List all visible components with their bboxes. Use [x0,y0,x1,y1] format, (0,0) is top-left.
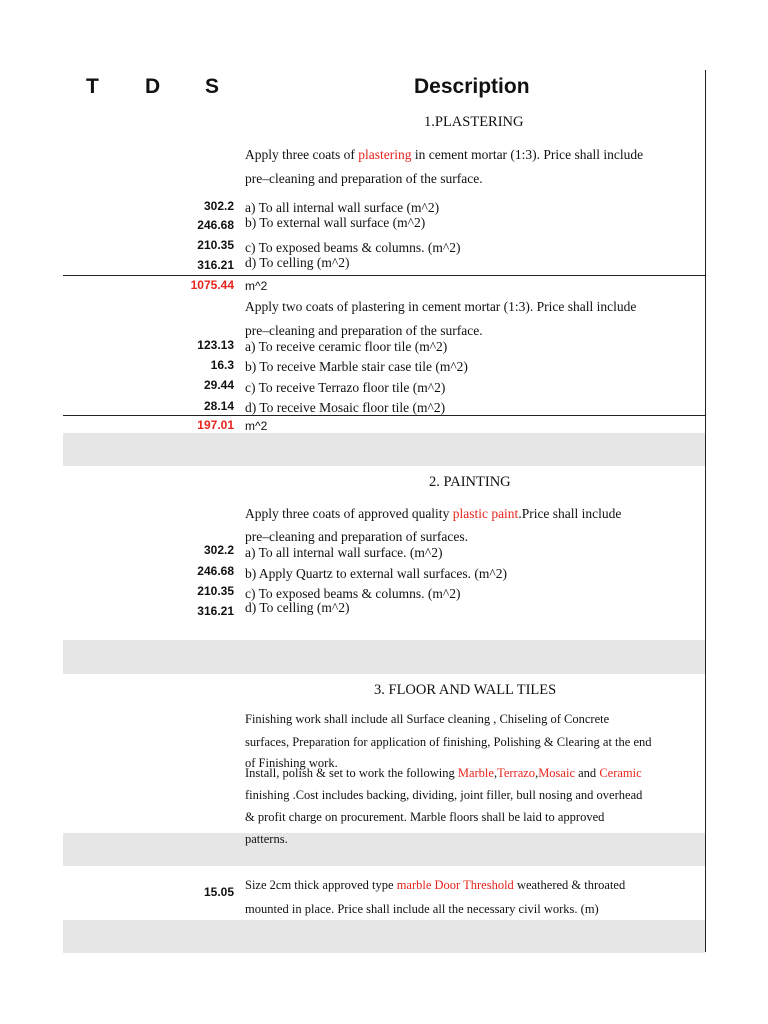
item-plastering-b-d: d) To receive Mosaic floor tile (m^2) [245,400,446,415]
plastering-intro-line-1: Apply three coats of plastering in cement mortar (1:3). Price shall include [245,147,644,162]
total-plastering-a: 1075.44 [190,278,234,292]
unit-plastering-b: m^2 [245,419,268,433]
plastering-intro-line-4: pre–cleaning and preparation of the surface. [245,323,483,338]
total-plastering-b: 197.01 [197,418,234,432]
qty-plastering-b: 246.68 [197,218,234,232]
tiles-para-line-3: of Finishing work. [245,756,338,770]
tiles-para-line-5: finishing .Cost includes backing, dividing, joint filler, bull nosing and overhead [245,788,643,802]
qty-plastering-b-d: 28.14 [203,399,234,413]
section-title-tiles: 3. FLOOR AND WALL TILES [374,682,557,698]
highlight-ceramic: Ceramic [599,766,642,780]
plastering-intro-line-2: pre–cleaning and preparation of the surface. [245,171,483,186]
column-header-description: Description [414,75,530,98]
qty-plastering-c: 210.35 [197,238,234,252]
gray-separator-4 [63,920,705,953]
item-plastering-b-b: b) To receive Marble stair case tile (m^2) [245,359,468,374]
column-header-t: T [86,75,99,98]
item-painting-b: b) Apply Quartz to external wall surfaces. (m^2) [245,566,507,581]
qty-plastering-b-b: 16.3 [210,358,234,372]
item-plastering-b-c: c) To receive Terrazo floor tile (m^2) [245,380,446,395]
qty-painting-d: 316.21 [197,604,234,618]
highlight-plastic-paint: plastic paint [452,506,519,521]
qty-plastering-b-a: 123.13 [197,338,234,352]
section-title-plastering: 1.PLASTERING [424,114,524,130]
highlight-plastering: plastering [358,147,412,162]
qty-painting-c: 210.35 [197,584,234,598]
gray-separator-1 [63,433,705,466]
item-plastering-c: c) To exposed beams & columns. (m^2) [245,240,461,255]
subtotal-divider-a [63,275,705,276]
gray-separator-3 [63,833,705,866]
tiles-para-line-7: patterns. [245,832,288,846]
item-painting-c: c) To exposed beams & columns. (m^2) [245,586,461,601]
threshold-line-2: mounted in place. Price shall include all the necessary civil works. (m) [245,902,599,916]
column-header-d: D [145,75,161,98]
section-title-painting: 2. PAINTING [429,474,511,490]
qty-door-threshold: 15.05 [203,885,234,899]
tiles-para-line-4: Install, polish & set to work the following Marble,Terrazo,Mosaic and Ceramic [245,766,642,780]
qty-plastering-b-c: 29.44 [203,378,234,392]
painting-intro-line-2: pre–cleaning and preparation of surfaces. [245,529,469,544]
highlight-mosaic: Mosaic [538,766,575,780]
item-plastering-b-a: a) To receive ceramic floor tile (m^2) [245,339,448,354]
column-header-s: S [205,75,220,98]
item-plastering-a: a) To all internal wall surface (m^2) [245,200,440,215]
highlight-door-threshold: marble Door Threshold [396,878,514,892]
highlight-marble: Marble [457,766,494,780]
threshold-line-1: Size 2cm thick approved type marble Door Threshold weathered & throated [245,878,626,892]
painting-intro-line-1: Apply three coats of approved quality plastic paint.Price shall include [245,506,622,521]
item-plastering-d: d) To celling (m^2) [245,255,350,270]
subtotal-divider-b [63,415,705,416]
tiles-para-line-2: surfaces, Preparation for application of finishing, Polishing & Clearing at the end [245,735,652,749]
item-plastering-b: b) To external wall surface (m^2) [245,215,426,230]
qty-plastering-d: 316.21 [197,258,234,272]
item-painting-a: a) To all internal wall surface. (m^2) [245,545,443,560]
qty-painting-a: 302.2 [203,543,234,557]
qty-plastering-a: 302.2 [203,199,234,213]
item-painting-d: d) To celling (m^2) [245,600,350,615]
table-right-border [705,70,706,952]
qty-painting-b: 246.68 [197,564,234,578]
highlight-terrazo: Terrazo [497,766,536,780]
tiles-para-line-6: & profit charge on procurement. Marble floors shall be laid to approved [245,810,605,824]
gray-separator-2 [63,640,705,674]
plastering-intro-line-3: Apply two coats of plastering in cement mortar (1:3). Price shall include [245,299,637,314]
tiles-para-line-1: Finishing work shall include all Surface cleaning , Chiseling of Concrete [245,712,610,726]
unit-plastering-a: m^2 [245,279,268,293]
